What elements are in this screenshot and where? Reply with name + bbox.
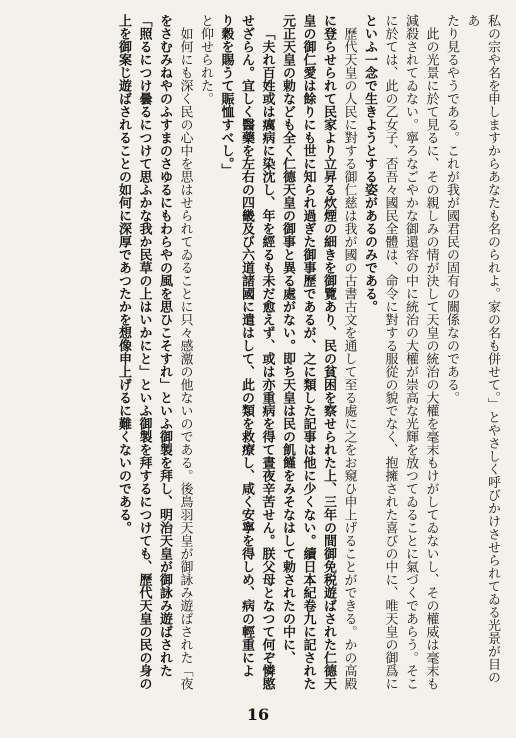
text-line: に於ては、此の乙女子、否吾々國民全體は、命令に對する服從の貌でなく、抱擁された喜びの中に、唯天皇の御爲に [382, 14, 398, 690]
paragraph-start-line: 歷代天皇の人民に對する御仁慈は我が國の古書古文を通して至る處に之をお窺ひ申上げることができる。かの高殿 [341, 27, 357, 690]
paragraph-start-line: 如何にも深く民の心中を思はせられてゐることに只々感激の他ないのである。後鳥羽天皇が御詠み遊ばされた「夜 [177, 27, 193, 690]
quotation-line: せざらん。宜しく醫藥を左右の四畿及び六道諸國に遣はして、此の類を救療し、咸く安寧を得しめ、病の輕重によ [239, 14, 254, 677]
text-line: たり見るやうである。これが我が國君民の固有の關係なのである。 [444, 14, 459, 404]
emphasized-line: に登らせられて民家より立昇る炊煙の細きを御覽あり、民の貧困を察せられた上、三年の間御免税遊ばされた仁德天 [321, 14, 336, 690]
text-line: 減殺されてゐない。寧ろなごやかな御還容の中に統治の大權が崇高な光輝を放つてゐることに氣づくであらう。そこ [403, 14, 418, 690]
quotation-line: り穀を賜うて賑恤すべし。」 [218, 14, 234, 177]
emphasized-line: 「照るにつけ曇るにつけて思ふかな我か民草の上はいかにと」といふ御製を拜するにつけても、歷代天皇の民の身の [136, 14, 152, 690]
page-number: 16 [246, 705, 270, 724]
emphasized-line: といふ一念で生きようとする姿があるのみである。 [362, 14, 377, 313]
vertical-text-body [10, 14, 502, 694]
emphasized-line: 皇の御仁愛は餘りにも世に知られ過ぎた御事歷であるが、之に類した記事は他に少くない。續日本紀卷九に記された [300, 14, 316, 690]
emphasized-line: 上を御案じ遊ばされることの如何に深厚であつたかを想像申上げるに難くないのである。 [116, 14, 131, 534]
paragraph-start-line: 此の光景に於て見るに、その親しみの情が決して天皇の統治の大權を毫末もけがしてゐないし、その權威は毫末も [423, 27, 439, 690]
text-line: 私の宗や名を申しますからあなたも名のられよ。家の名も併せて。」とやさしく呼びかけさせられてゐる光景が目のあ [464, 14, 500, 684]
quotation-line: 「夫れ百姓或は癘病に染沈し、年を經るも未だ愈えず、或は亦重病を得て晝夜辛苦せん。朕父母となつて何ぞ憐愍 [259, 27, 275, 690]
emphasized-line: をさむみねやのふすまのさゆるにもわらやの風を思ひこそすれ」といふ御製を拜し、明治天皇が御詠み遊ばされた [157, 14, 172, 677]
text-line: と仰せられた。 [198, 14, 213, 105]
emphasized-line: 元正天皇の勅なども全く仁德天皇の御事と異る處がない。即ち天皇は民の飢饉をみそなはして勅されたの中に、 [280, 14, 295, 664]
